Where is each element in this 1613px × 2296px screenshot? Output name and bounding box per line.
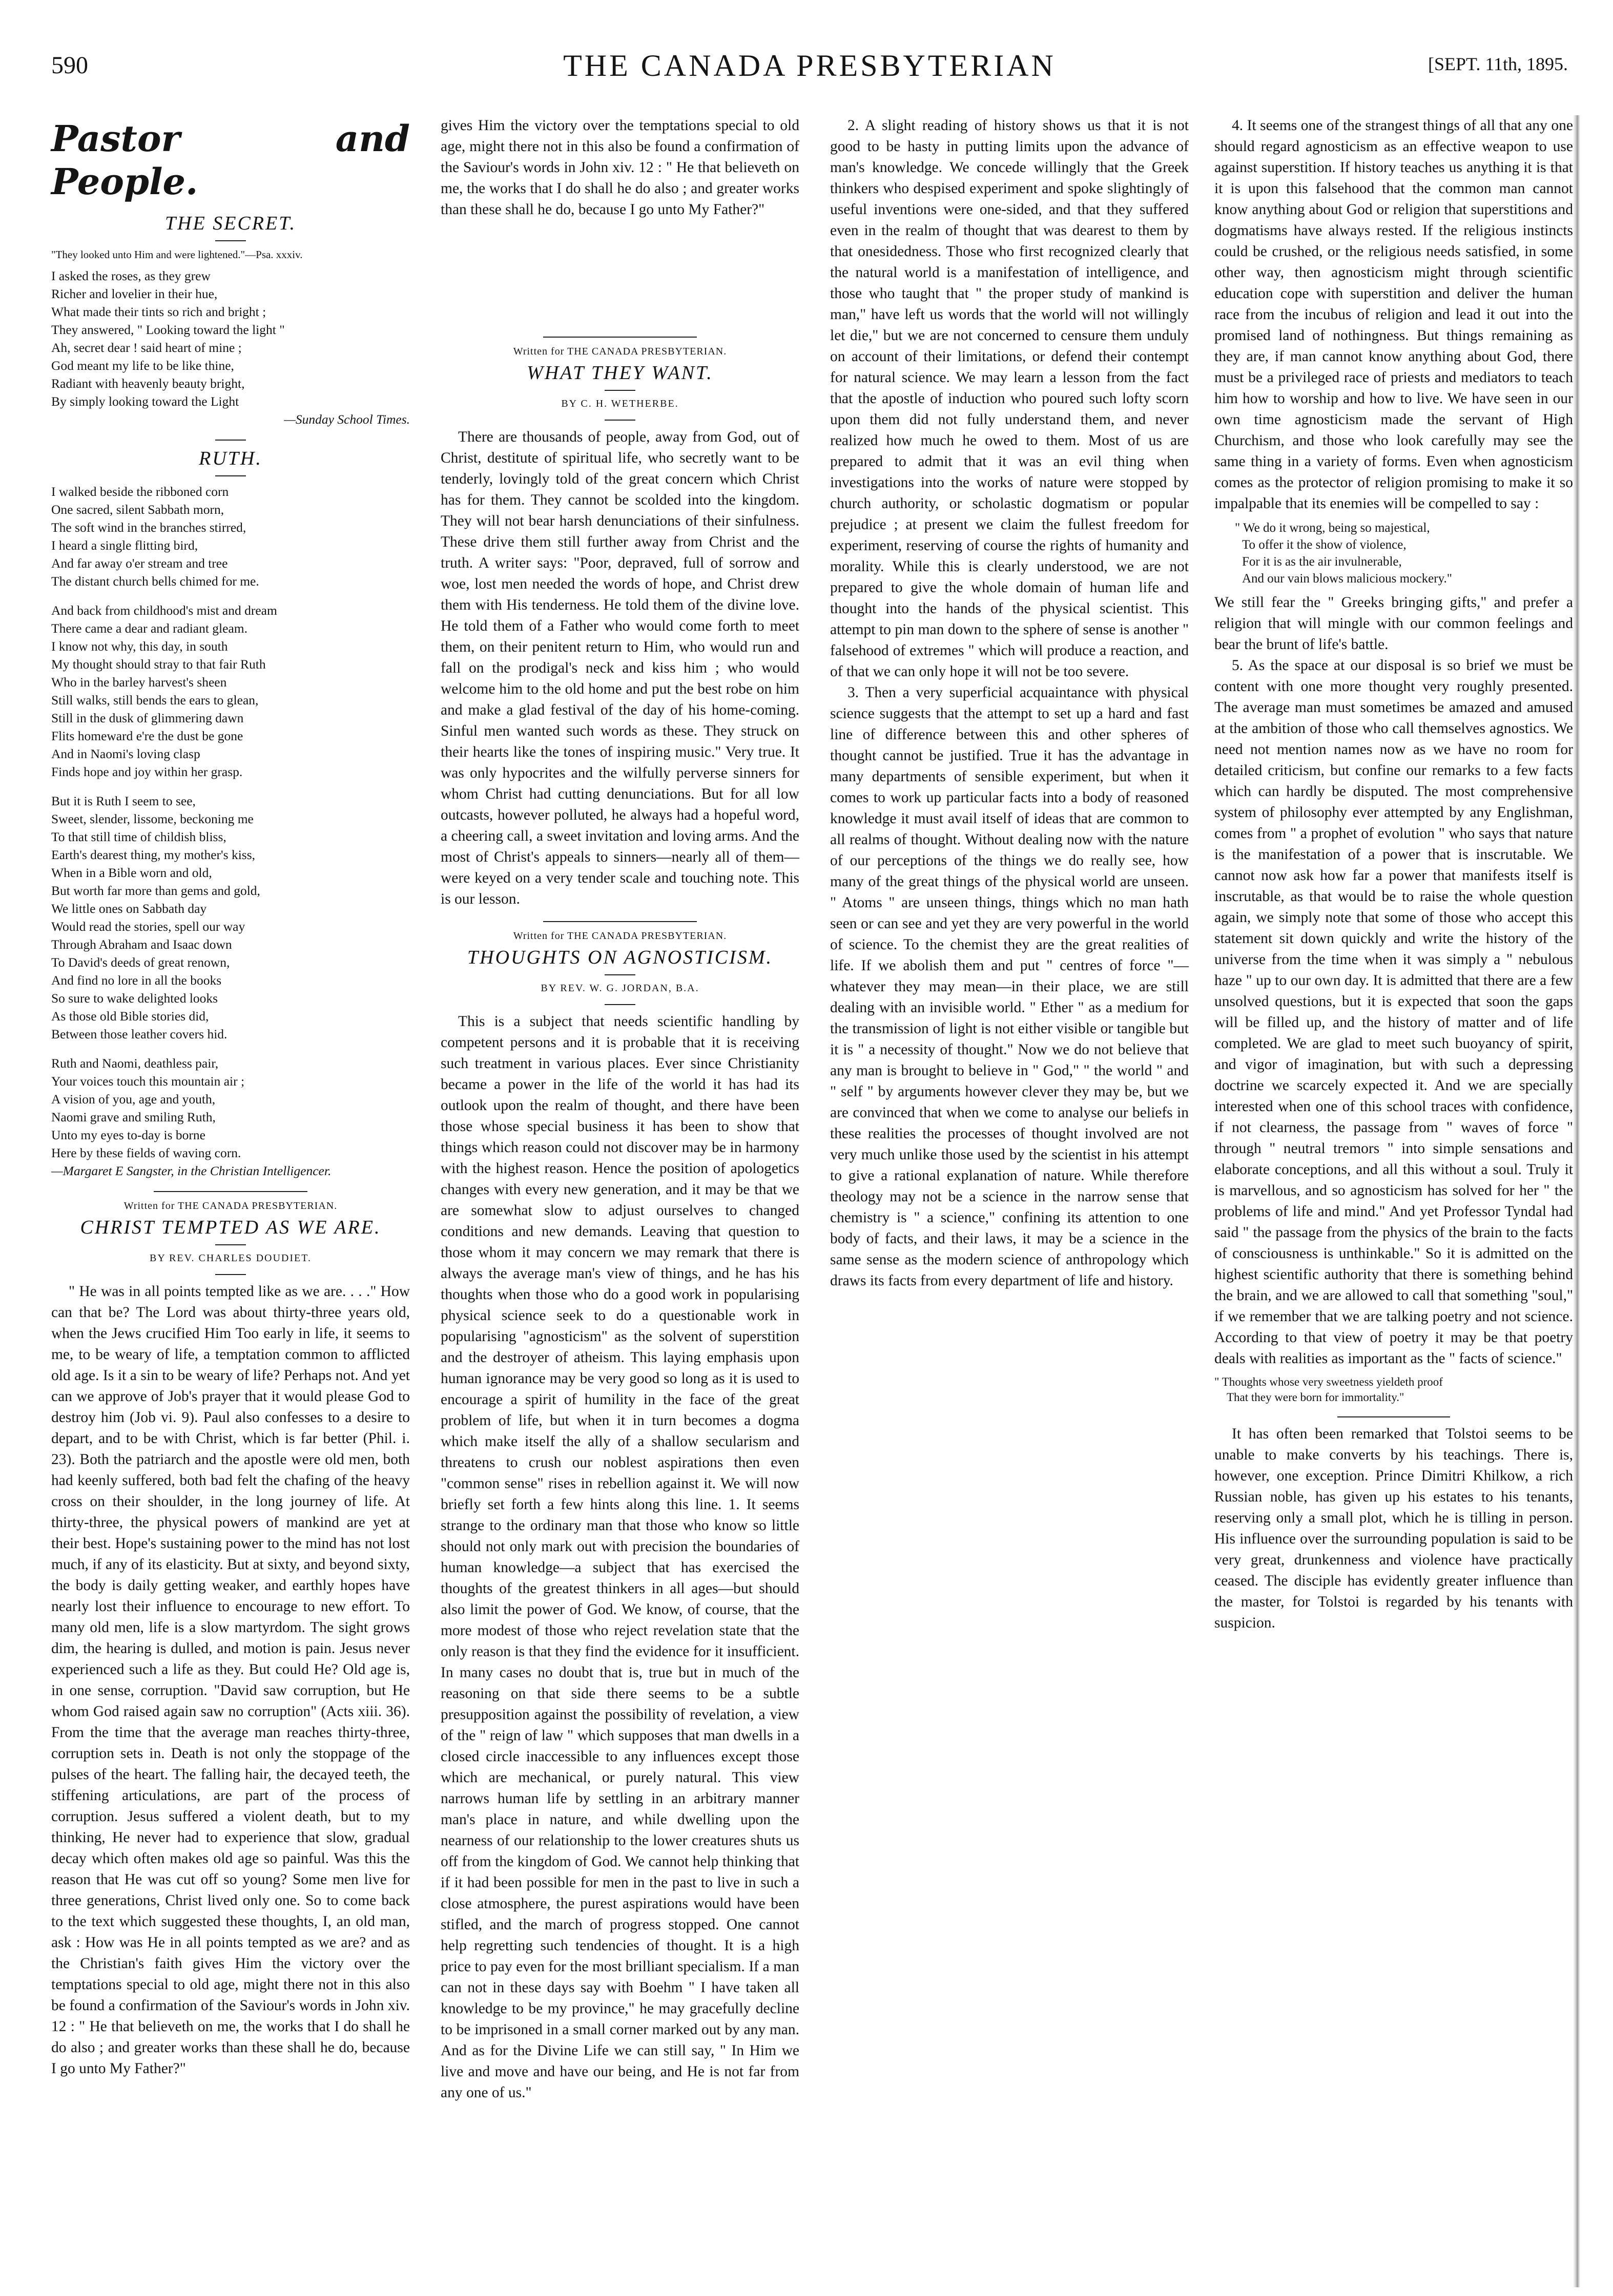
poem-line: And in Naomi's loving clasp: [51, 746, 200, 761]
article-paragraph-continued: gives Him the victory over the temptations special to old age, might there not in this also be found a confirmation of the Saviour's words in John xiv. 12 : " He that believeth on me, the works that I do shall he do also ; and greater works than these shall he do, because I go unto My Father?": [441, 117, 799, 218]
column-3: [830, 115, 1189, 1522]
article-paragraph: We still fear the " Greeks bringing gifts," and prefer a religion that will mingle with our common feelings and bear the brunt of life's battle.: [1214, 594, 1573, 653]
poem-line: Between those leather covers hid.: [51, 1027, 228, 1041]
poem-line: Unto my eyes to-day is borne: [51, 1128, 205, 1142]
column-4: [1214, 115, 1573, 1634]
poem-line: They answered, " Looking toward the light ": [51, 322, 285, 337]
article-byline: BY C. H. WETHERBE.: [561, 398, 679, 409]
poem-line: Sweet, slender, lissome, beckoning me: [51, 811, 254, 826]
quote-line: " We do it wrong, being so majestical,: [1235, 521, 1430, 535]
page-number: 590: [51, 52, 88, 79]
quote-line: To offer it the show of violence,: [1242, 538, 1407, 552]
poem-line: Ruth and Naomi, deathless pair,: [51, 1056, 219, 1071]
poem-line: Ah, secret dear ! said heart of mine ;: [51, 340, 242, 355]
written-for-note: Written for THE CANADA PRESBYTERIAN.: [123, 1200, 338, 1212]
quote-line: And our vain blows malicious mockery.": [1242, 572, 1452, 586]
poem-line: I heard a single flitting bird,: [51, 538, 198, 553]
divider: [543, 921, 697, 922]
poem-line: I asked the roses, as they grew: [51, 268, 211, 283]
divider: [605, 974, 635, 975]
poem-line: I know not why, this day, in south: [51, 639, 228, 654]
divider: [605, 420, 635, 421]
poem-line: God meant my life to be like thine,: [51, 358, 234, 373]
written-for-note: Written for THE CANADA PRESBYTERIAN.: [513, 930, 727, 942]
page-header: [51, 51, 1568, 92]
newspaper-title: THE CANADA PRESBYTERIAN: [563, 49, 1056, 82]
article-paragraph: 2. A slight reading of history shows us that it is not good to be hasty in putting limits upon the advance of man's knowledge. We concede willingly that the Greek thinkers who despised experiment and spoke slightingly of useful inventions were one-sided, and that they suffered even in the realm of thought that was dearest to them by that onesidedness. Those who first recognized clearly that the natural world is a manifestation of intelligence, and those who taught that " the proper study of mankind is man," have left us words that the world will not willingly let die," but we are not concerned to censure them unduly on account of their limitations, or defend their contempt for natural science. We may learn a lesson from the fact that the apostle of induction who poured such lofty scorn upon them did not fully understand them, and never realized how much he owed to them. Most of us are prepared to admit that it was an evil thing when investigations into the works of nature were stopped by church authority, or scholastic dogmatism or popular prejudice ; at present we claim the fullest freedom for experiment, reserving of course the rights of humanity and morality. While this is clearly understood, we are not prepared to give the whole domain of human life and thought into the hands of the physical scientist. This attempt to pin man down to the sphere of sense is another " falsehood of extremes " which will produce a reaction, and of that we can only hope it will not be too severe.: [830, 117, 1189, 680]
poem-title-secret: THE SECRET.: [164, 213, 297, 234]
poem-line: Your voices touch this mountain air ;: [51, 1074, 245, 1089]
article-byline: BY REV. W. G. JORDAN, B.A.: [541, 983, 699, 994]
quote-line: For it is as the air invulnerable,: [1242, 555, 1402, 569]
verse-line: " Thoughts whose very sweetness yieldeth proof: [1214, 1375, 1443, 1388]
section-heading: Pastor and People.: [51, 117, 410, 203]
article-paragraph: This is a subject that needs scientific handling by competent persons and it is probable that it is receiving such treatment in various places. Ever since Christianity became a power in the life of the world it has had its outlook upon the realm of thought, and there have been those whose special business it has been to show that things which reason could not discover may be in harmony with the highest reason. Hence the position of apologetics changes with every new generation, and it may be that we are somewhat slow to adjust ourselves to changed conditions and new demands. Leaving that question to those whom it may concern we may remark that there is always the average man's view of things, and he has his thoughts when those who do a good work in popularising physical science seek to do a questionable work in popularising "agnosticism" as the solvent of superstition and the destroyer of atheism. This laying emphasis upon human ignorance may be very good so long as it is used to encourage a spirit of humility in the face of the great problem of life, but when it in turn becomes a dogma which make itself the ally of a shallow secularism and threatens to crush our noblest aspirations then even "common sense" rises in rebellion against it. We will now briefly set forth a few hints along this line. 1. It seems strange to the ordinary man that those who know so little should not only mark out with precision the boundaries of human knowledge—a subject that has exercised the thoughts of the greatest thinkers in all ages—but should also limit the power of God. We know, of course, that the more modest of those who reject revelation state that the only reason is that they find the evidence for it insufficient. In many cases no doubt that is, true but in much of the reasoning on that side there seems to be a subtle presupposition against the possibility of revelation, a view of the " reign of law " which supposes that man dwells in a closed circle inaccessible to any influences except those which are mechanical, or purely natural. This view narrows human life by settling in an arbitrary manner man's place in nature, and while dwelling upon the nearness of our relationship to the lower creatures shuts us off from the kingdom of God. We cannot help thinking that if it had been possible for men in the past to live in such a close atmosphere, the purest aspirations would have been stifled, and the march of progress stopped. One cannot help regretting such tendencies of thought. It is a high price to pay even for the most brilliant specialism. If a man can not in these days say with Boehm " I have taken all knowledge to be my province," he may gracefully decline to be imprisoned in a small corner marked out by any man. And as for the Divine Life we can still say, " In Him we live and move and have our being, and He is not far from any one of us.": [441, 1013, 799, 2101]
divider: [215, 1274, 246, 1275]
poem-line: When in a Bible worn and old,: [51, 865, 212, 880]
poem-line: Earth's dearest thing, my mother's kiss,: [51, 847, 256, 862]
poem-line: We little ones on Sabbath day: [51, 901, 207, 916]
divider: [215, 475, 246, 476]
poem-line: And back from childhood's mist and dream: [51, 603, 277, 618]
poem-line: And far away o'er stream and tree: [51, 556, 228, 571]
divider: [215, 1244, 246, 1245]
poem-line: Richer and lovelier in their hue,: [51, 286, 218, 301]
poem-line: And find no lore in all the books: [51, 973, 222, 988]
article-paragraph: 4. It seems one of the strangest things of all that any one should regard agnosticism as an effective weapon to use against superstition. If history teaches us anything it is that it is upon this falsehood that the common man cannot know anything about God or religion that superstitions and dogmatisms have always rested. If the religious instincts could be crushed, or the religious needs satisfied, in some other way, then agnosticism might through scientific education cope with superstition and deliver the human race from the incubus of religion and lead it out into the promised land of nothingness. But things remaining as they are, if man cannot know anything about God, there must be a privileged race of priests and mediators to teach him how to worship and how to live. We have seen in our own time agnosticism made the servant of High Churchism, and those who look carefully may see the same thing in a variety of forms. Even when agnosticism comes as the protector of religion promising to make it so impalpable that its enemies will be compelled to say :: [1214, 117, 1573, 512]
poem-title-ruth: RUTH.: [199, 448, 262, 469]
poem-line: As those old Bible stories did,: [51, 1009, 209, 1024]
divider: [605, 1004, 635, 1005]
article-title-christ-tempted: CHRIST TEMPTED AS WE ARE.: [80, 1217, 381, 1238]
block-quote: [1235, 519, 1573, 587]
poem-line: Finds hope and joy within her grasp.: [51, 764, 243, 779]
column-2: [441, 115, 799, 2101]
poem-line: But worth far more than gems and gold,: [51, 883, 260, 898]
divider: [543, 337, 697, 338]
divider: [605, 390, 635, 391]
article-paragraph: There are thousands of people, away from God, out of Christ, destitute of spiritual life, who secretly want to be tenderly, lovingly told of the great concern which Christ has for them. They cannot be scolded into the kingdom. They will not bear harsh denunciations of their sinfulness. These drive them still further away from Christ and the truth. A writer says: "Poor, depraved, full of sorrow and woe, lost men needed the words of hope, and Christ drew them with His tenderness. He told them of the divine love. He told them of a Father who would come forth to meet them, on their penitent return to Him, who would run and fall on the prodigal's neck and kiss him ; who would welcome him to the old home and put the best robe on him and make a glad festival of the day of his home-coming. Sinful men wanted such words as these. They struck on their hearts like the tones of inspiring music." Very true. It was only hypocrites and the wilfully perverse sinners for whom Christ had cutting denunciations. But for all low outcasts, however polluted, he always had a hopeful word, a cheering call, a sweet invitation and loving arms. And the most of Christ's appeals to sinners—nearly all of them—were keyed on a very tender scale and touching note. This is our lesson.: [441, 429, 799, 907]
poem-line: What made their tints so rich and bright ;: [51, 304, 266, 319]
article-paragraph: 3. Then a very superficial acquaintance with physical science suggests that the attempt to set up a hard and fast line of difference between this and other spheres of thought cannot be justified. True it has the advantage in many departments of sensible experiment, but when it comes to work up particular facts into a body of reasoned knowledge it must avail itself of ideas that are common to all realms of thought. Without dealing now with the nature of our perceptions of the things we do really see, how many of the great things of the physical world are unseen. " Atoms " are unseen things, things which no man hath seen or can see and yet they are very powerful in the world of science. To the chemist they are the great realities of life. If we abolish them and put " centres of force "—whatever they may mean—in their place, we are still dealing with an invisible world. " Ether " as a medium for the transmission of light is not either visible or tangible but it is " a necessity of thought." Now we do not believe that any man is brought to believe in " God," " the world " and " self " by arguments however clever they may be, but we are convinced that when we come to analyse our beliefs in these realities the processes of thought involved are not very much unlike those used by the scientist in his attempt to give a rational explanation of nature. While therefore theology may not be a science in the narrow sense that chemistry is " a science," confining its attention to one body of facts, and their laws, it may be a science in the same sense as the modern science of anthropology which draws its facts from every department of life and history.: [830, 684, 1189, 1289]
poem-line: Through Abraham and Isaac down: [51, 937, 232, 952]
poem-line: To David's deeds of great renown,: [51, 955, 230, 970]
poem-line: My thought should stray to that fair Ruth: [51, 657, 266, 672]
poem-line: Still in the dusk of glimmering dawn: [51, 711, 244, 725]
poem-line: To that still time of childish bliss,: [51, 829, 226, 844]
divider: [215, 440, 246, 441]
poem-line: But it is Ruth I seem to see,: [51, 794, 196, 808]
poem-line: So sure to wake delighted looks: [51, 991, 218, 1006]
column-1: [51, 115, 410, 2184]
poem-line: Here by these fields of waving corn.: [51, 1145, 241, 1160]
article-byline: BY REV. CHARLES DOUDIET.: [150, 1253, 312, 1264]
poem-line: The soft wind in the branches stirred,: [51, 520, 246, 535]
poem-credit: —Sunday School Times.: [284, 412, 410, 427]
poem-line: I walked beside the ribboned corn: [51, 484, 229, 499]
divider: [215, 240, 246, 241]
news-paragraph-tolstoi: It has often been remarked that Tolstoi seems to be unable to make converts by his teachings. There is, however, one exception. Prince Dimitri Khilkow, a rich Russian noble, has given up his estates to his tenants, reserving only a small plot, which he is tilling in person. His influence over the surrounding population is said to be very great, drunkenness and violence have practically ceased. The disciple has evidently greater influence than the master, for Tolstoi is regarded by his tenants with suspicion.: [1214, 1426, 1573, 1631]
poem-line: Radiant with heavenly beauty bright,: [51, 376, 245, 391]
verse-line: That they were born for immortality.": [1227, 1391, 1404, 1404]
article-paragraph: 5. As the space at our disposal is so brief we must be content with one more thought very roughly presented. The average man must sometimes be amazed and amused at the ambition of those who call themselves agnostics. We need not mention names now as we have no room for detailed criticism, but confine our remarks to a few facts which can hardly be disputed. The most comprehensive system of philosophy ever attempted by any Englishman, comes from " a prophet of evolution " who says that nature is the manifestation of a power that is inscrutable. We cannot now ask how far a power that manifests itself is inscrutable, as that would be to raise the whole question again, we simply note that some of those who accept this statement sit down quickly and write the history of the universe from the time when it was simply a " nebulous haze " up to our own day. It is admitted that there are a few unsolved questions, but it is expected that soon the gaps will be filled up, and the history of matter and of life completed. We are glad to meet such buoyancy of spirit, and vigor of imagination, but with such a depressing doctrine we scarcely expected it. And we are specially interested when one of this school traces with confidence, if not clearness, the passage from " waves of force " through " neutral tremors " into simple sensations and elaborate conceptions, and all this without a soul. Truly it is marvellous, and so agnosticism has solved for her " the problems of life and mind." And yet Professor Tyndal had said " the passage from the physics of the brain to the facts of consciousness is unthinkable." So it is admitted on the highest scientific authority that there is something behind the brain, and we are allowed to call that something "soul," if we remember that we are talking poetry and not science. According to that view of poetry it may be that poetry deals with realities as important as the " facts of science.": [1214, 657, 1573, 1367]
article-title-agnosticism: THOUGHTS ON AGNOSTICISM.: [467, 947, 773, 968]
written-for-note: Written for THE CANADA PRESBYTERIAN.: [513, 346, 727, 357]
poem-line: Would read the stories, spell our way: [51, 919, 245, 934]
poem-secret: [51, 267, 410, 428]
poem-line: Flits homeward e're the dust be gone: [51, 728, 243, 743]
poem-ruth: [51, 483, 410, 1180]
poem-line: The distant church bells chimed for me.: [51, 574, 259, 589]
poem-line: Still walks, still bends the ears to glean,: [51, 693, 259, 707]
article-title-what-they-want: WHAT THEY WANT.: [527, 362, 713, 384]
issue-date: [SEPT. 11th, 1895.: [1428, 54, 1568, 74]
poem-line: By simply looking toward the Light: [51, 394, 239, 409]
poem-line: Naomi grave and smiling Ruth,: [51, 1110, 216, 1124]
article-paragraph: " He was in all points tempted like as we are. . . ." How can that be? The Lord was about thirty-three years old, when the Jews crucified Him Too early in life, it seems to me, to be weary of life, a temptation common to afflicted old age. Is it a sin to be weary of life? Perhaps not. And yet can we approve of Job's prayer that it would please God to destroy him (Job vi. 9). Paul also confesses to a desire to depart, and to be with Christ, which is far better (Phil. i. 23). Both the patriarch and the apostle were old men, both had keenly suffered, both bad felt the chafing of the heavy cross on their shoulder, in the long journey of life. At thirty-three, the physical powers of mankind are yet at their best. Hope's sustaining power to the mind has not lost much, if any of its elasticity. But at sixty, and beyond sixty, the body is daily getting weaker, and earthly hopes have nearly lost their influence to encourage to new effort. To many old men, life is a slow martyrdom. The sight grows dim, the hearing is dulled, and motion is pain. Jesus never experienced such a life as they. But could He? Old age is, in one sense, corruption. "David saw corruption, but He whom God raised again saw no corruption" (Acts xiii. 36). From the time that the average man reaches thirty-three, corruption sets in. Death is not only the stoppage of the pulses of the heart. The falling hair, the decayed teeth, the stiffening articulations, are part of the process of corruption. Jesus suffered a violent death, but to my thinking, He never had to experience that slow, gradual decay which often makes old age so painful. Was this the reason that He was cut off so young? Some men live for three generations, Christ lived only one. So to come back to the text which suggested these thoughts, I, an old man, ask : How was He in all points tempted as we are? and as the Christian's faith gives Him the victory over the temptations special to old age, might there not in this also be found a confirmation of the Saviour's words in John xiv. 12 : " He that believeth on me, the works that I do shall he do also ; and greater works than these shall he do, because I go unto My Father?": [51, 1283, 410, 2077]
poem-epigraph: "They looked unto Him and were lightened."—Psa. xxxiv.: [51, 248, 303, 261]
divider: [154, 1191, 307, 1192]
poem-line: One sacred, silent Sabbath morn,: [51, 502, 224, 517]
page-edge-shadow: [1573, 115, 1580, 2287]
poem-line: There came a dear and radiant gleam.: [51, 621, 247, 636]
poem-line: A vision of you, age and youth,: [51, 1092, 216, 1107]
poem-line: Who in the barley harvest's sheen: [51, 675, 227, 690]
closing-verse: [1214, 1374, 1573, 1405]
divider: [1337, 1416, 1450, 1417]
poem-credit: —Margaret E Sangster, in the Christian Intelligencer.: [51, 1163, 332, 1178]
